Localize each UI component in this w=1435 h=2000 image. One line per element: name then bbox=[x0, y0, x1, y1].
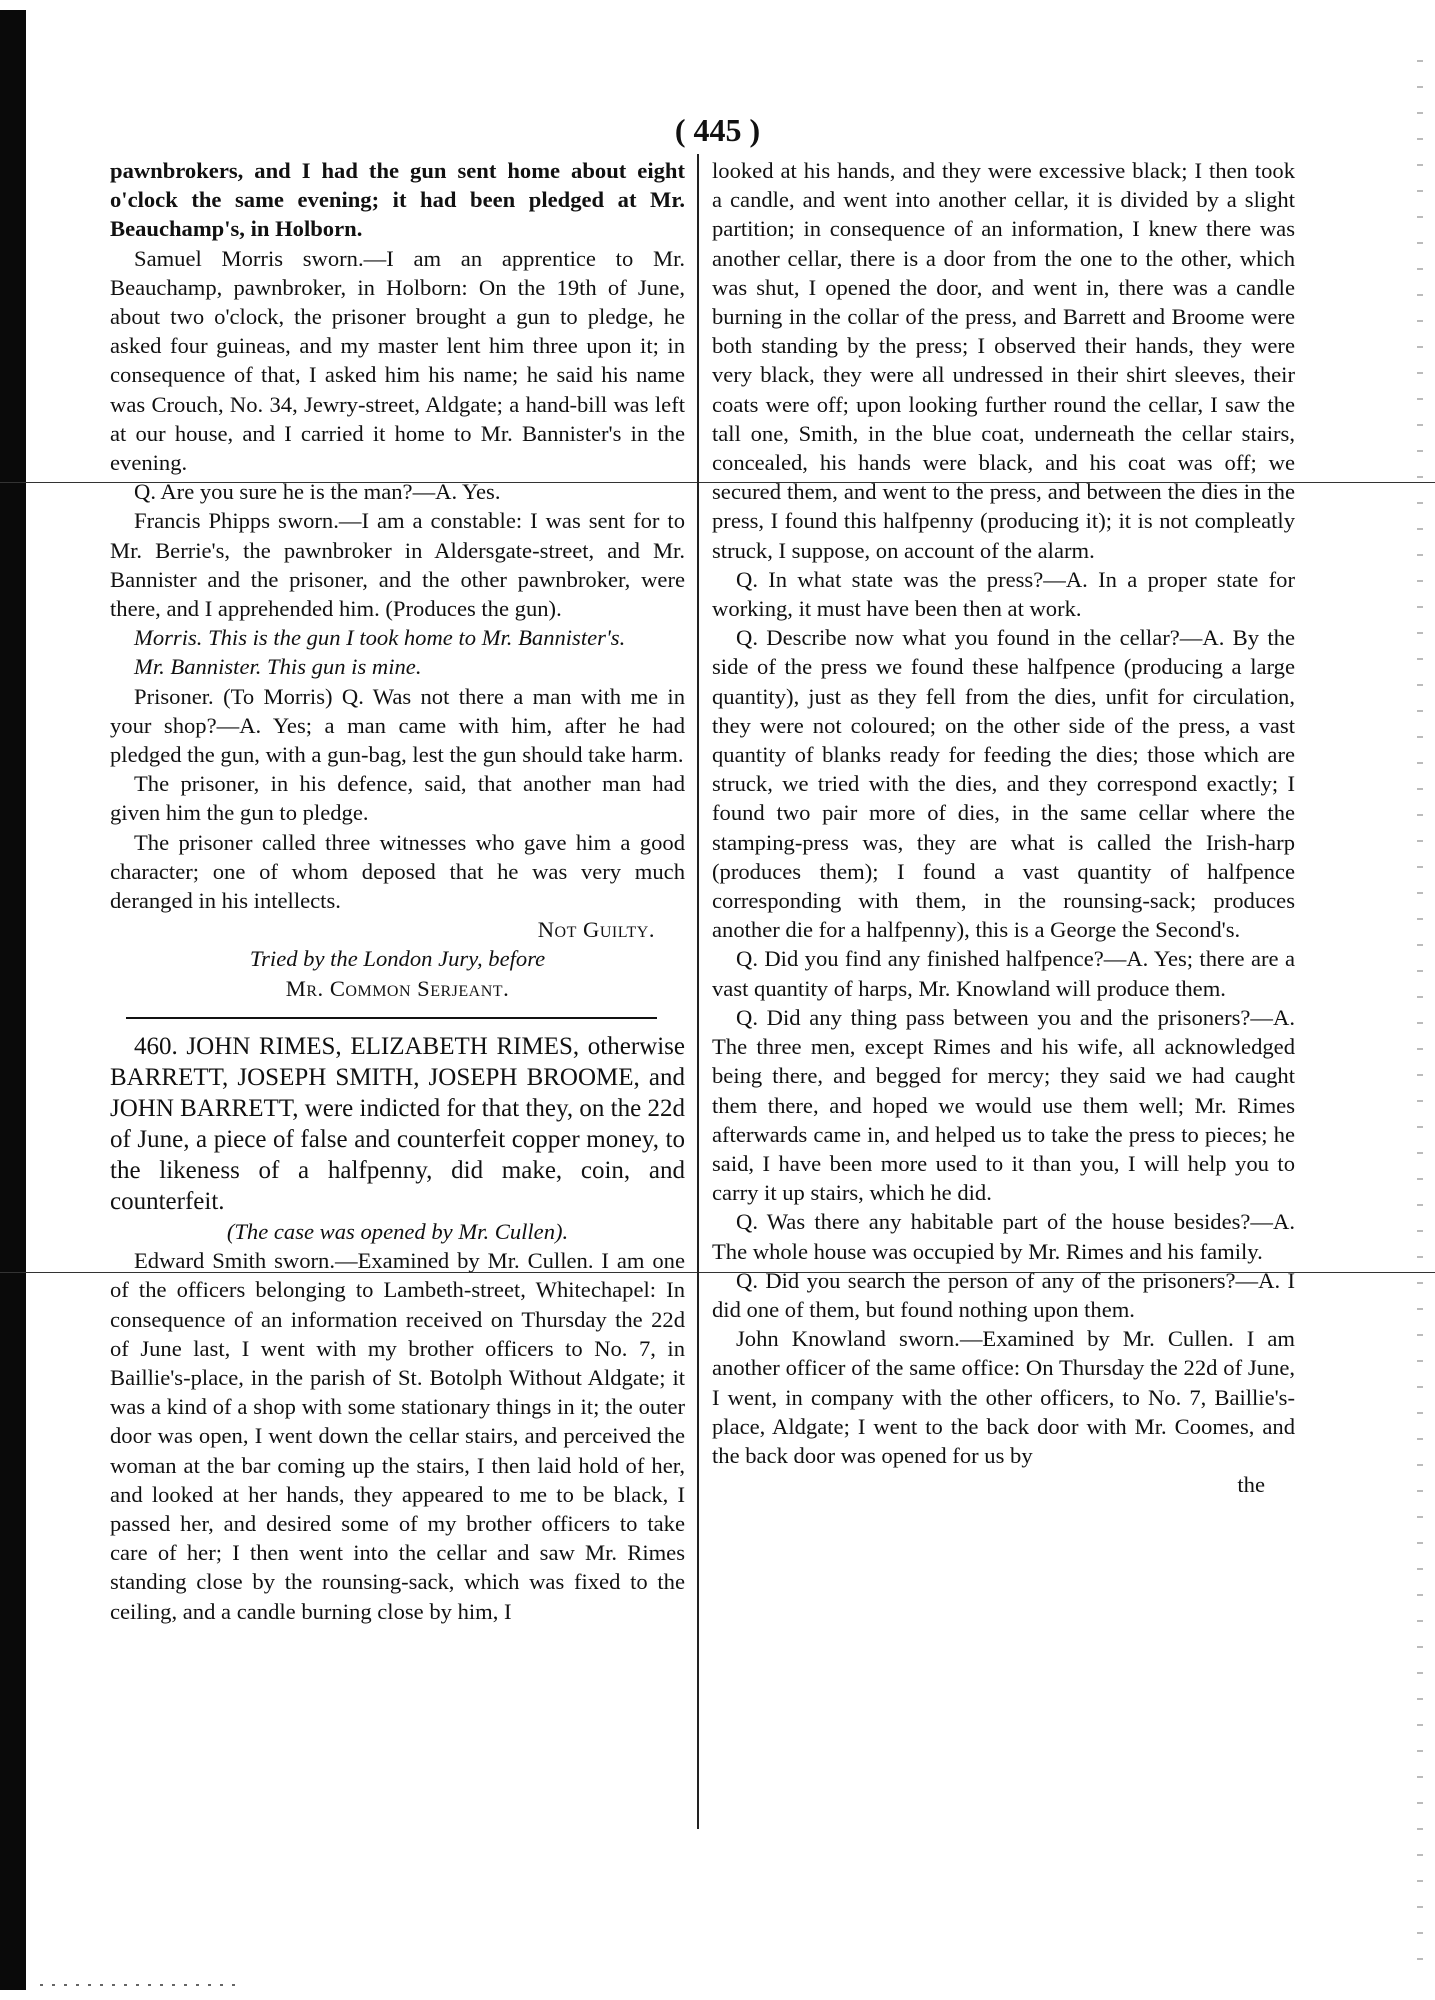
scan-edge-noise bbox=[1417, 60, 1423, 1960]
right-column bbox=[712, 156, 1295, 1499]
testimony-continued: looked at his hands, and they were excessive black; I then took a candle, and went into another cellar, it is divided by a slight partition; in consequence of an information, I knew there was another cellar, there is a door from the one to the other, which was shut, I opened the door, and went in, there was a candle burning in the collar of the press, and Barrett and Broome were both standing by the press; I observed their hands, they were very black, they were all undressed in their shirt sleeves, their coats were off; upon looking further round the cellar, I saw the tall one, Smith, in the blue coat, underneath the cellar stairs, concealed, his hands were black, and his coat was off; we secured them, and went to the press, and between the dies in the press, I found this halfpenny (producing it); it is not compleatly struck, I suppose, on account of the alarm. bbox=[712, 158, 1295, 563]
page-number: ( 445 ) bbox=[674, 112, 761, 148]
column-divider bbox=[697, 154, 699, 1829]
judge-line: Mr. Common Serjeant. bbox=[285, 975, 510, 1001]
statement-bannister: Mr. Bannister. This gun is mine. bbox=[134, 654, 422, 680]
prisoner-question: Prisoner. (To Morris) Q. Was not there a man with me in your shop?—A. Yes; a man came with him, after he had pledged the gun, with a gun-bag, lest the gun should take harm. bbox=[110, 683, 685, 768]
question-answer: Q. Was there any habitable part of the house besides?—A. The whole house was occupied by Mr. Rimes and his family. bbox=[712, 1209, 1295, 1264]
prisoner-defence: The prisoner, in his defence, said, that another man had given him the gun to pledge. bbox=[110, 771, 685, 826]
testimony-knowland: John Knowland sworn.—Examined by Mr. Cullen. I am another officer of the same office: On Thursday the 22d of June, I went, in company with the other officers, to No. 7, Baillie's-place, Aldgate; I went to the back door with Mr. Coomes, and the back door was opened for us by bbox=[712, 1326, 1295, 1468]
paragraph: pawnbrokers, and I had the gun sent home about eight o'clock the same evening; it had been pledged at Mr. Beauchamp's, in Holborn. bbox=[110, 158, 685, 242]
question-answer: Q. Describe now what you found in the cellar?—A. By the side of the press we found these halfpence (producing a large quantity), just as they fell from the dies, unfit for circulation, they were not coloured; on the other side of the press, a vast quantity of blanks ready for feeding the dies; those which are struck, we tried with the dies, and they correspond exactly; I found two pair more of dies, in the same cellar where the stamping-press was, they are what is called the Irish-harp (produces them); I found a vast quantity of halfpence corresponding with them, in the rounsing-sack; produces another die for a halfpenny), this is a George the Second's. bbox=[712, 625, 1295, 943]
tried-by-line: Tried by the London Jury, before bbox=[249, 946, 546, 972]
testimony-phipps: Francis Phipps sworn.—I am a constable: I was sent for to Mr. Berrie's, the pawnbroker in Aldersgate-street, and Mr. Bannister and the prisoner, and the other pawnbroker, were there, and I apprehended him. (Produces the gun). bbox=[110, 508, 685, 622]
section-rule bbox=[126, 1017, 657, 1019]
scan-binding-edge bbox=[0, 10, 26, 1990]
case-heading: 460. JOHN RIMES, ELIZABETH RIMES, otherwise BARRETT, JOSEPH SMITH, JOSEPH BROOME, and JOHN BARRETT, were indicted for that they, on the 22d of June, a piece of false and counterfeit copper money, to the likeness of a halfpenny, did make, coin, and counterfeit. bbox=[110, 1032, 685, 1215]
statement-morris: Morris. This is the gun I took home to Mr. Bannister's. bbox=[134, 625, 626, 651]
case-opened-note: (The case was opened by Mr. Cullen). bbox=[226, 1218, 569, 1244]
question-answer: Q. Did any thing pass between you and the prisoners?—A. The three men, except Rimes and his wife, all acknowledged being there, and begged for mercy; they said we had caught them there, and hoped we would use them well; Mr. Rimes afterwards came in, and helped us to take the press to pieces; he said, I have been more used to it than you, I will help you to carry it up stairs, which he did. bbox=[712, 1004, 1295, 1206]
testimony-morris: Samuel Morris sworn.—I am an apprentice to Mr. Beauchamp, pawnbroker, in Holborn: On the 19th of June, about two o'clock, the prisoner brought a gun to pledge, he asked four guineas, and my master lent him three upon it; in consequence of that, I asked him his name; he said his name was Crouch, No. 34, Jewry-street, Aldgate; a hand-bill was left at our house, and I carried it home to Mr. Bannister's in the evening. bbox=[110, 245, 685, 476]
testimony-edward-smith: Edward Smith sworn.—Examined by Mr. Cullen. I am one of the officers belonging to Lambeth-street, Whitechapel: In consequence of an information received on Thursday the 22d of June last, I went with my brother officers to No. 7, in Baillie's-place, in the parish of St. Botolph Without Aldgate; it was a kind of a shop with some stationary things in it; the outer door was open, I went down the cellar stairs, and perceived the woman at the bar coming up the stairs, I then laid hold of her, and looked at her hands, they appeared to me to be black, I passed her, and desired some of my brother officers to take care of her; I then went into the cellar and saw Mr. Rimes standing close by the rounsing-sack, which was fixed to the ceiling, and a candle burning close by him, I bbox=[110, 1248, 685, 1624]
character-witnesses: The prisoner called three witnesses who gave him a good character; one of whom deposed that he was very much deranged in his intellects. bbox=[110, 829, 685, 914]
question-answer: Q. Are you sure he is the man?—A. Yes. bbox=[134, 479, 501, 505]
left-column bbox=[110, 156, 685, 1626]
question-answer: Q. Did you search the person of any of the prisoners?—A. I did one of them, but found nothing upon them. bbox=[712, 1267, 1295, 1322]
question-answer: Q. Did you find any finished halfpence?—A. Yes; there are a vast quantity of harps, Mr. Knowland will produce them. bbox=[712, 946, 1295, 1001]
catchword: the bbox=[1237, 1472, 1265, 1498]
verdict: Not Guilty. bbox=[537, 917, 655, 943]
question-answer: Q. In what state was the press?—A. In a proper state for working, it must have been then at work. bbox=[712, 566, 1295, 622]
scan-edge-noise bbox=[40, 1984, 240, 1986]
